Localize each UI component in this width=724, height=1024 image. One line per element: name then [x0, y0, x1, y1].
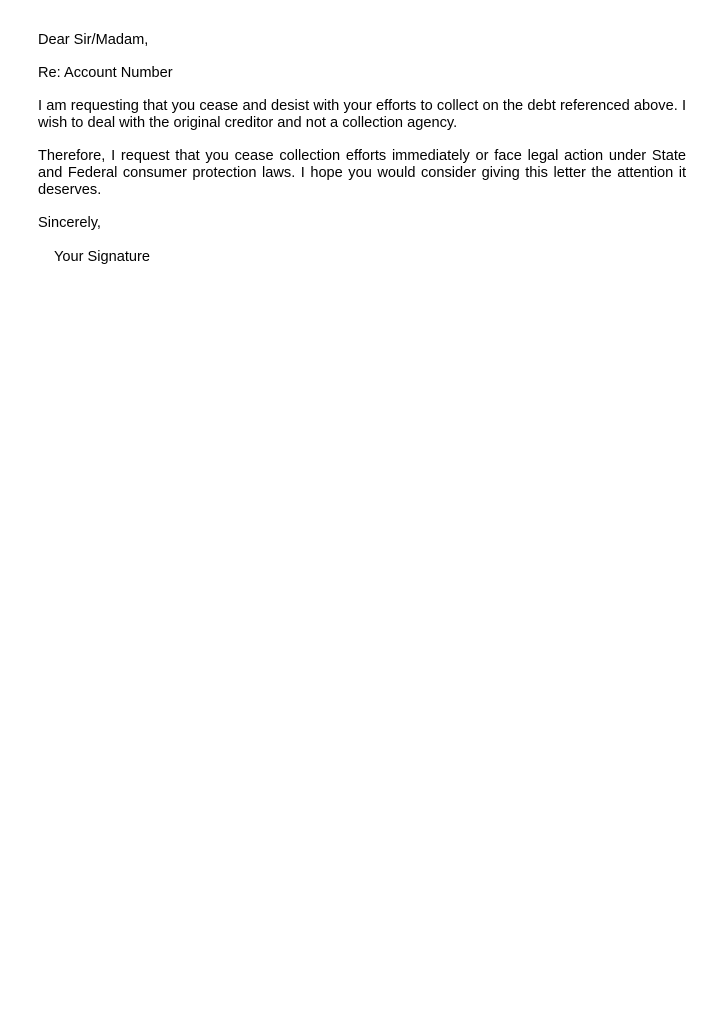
closing: Sincerely, [38, 215, 101, 231]
body-paragraph-1: I am requesting that you cease and desist with your efforts to collect on the debt referenced above. I wish to deal with the original creditor and not a collection agency. [38, 98, 686, 131]
salutation: Dear Sir/Madam, [38, 32, 149, 48]
body-paragraph-2: Therefore, I request that you cease collection efforts immediately or face legal action under State and Federal consumer protection laws. I hope you would consider giving this letter the attention it deserves. [38, 148, 686, 198]
reference-line: Re: Account Number [38, 65, 173, 81]
signature-line: Your Signature [54, 249, 151, 265]
